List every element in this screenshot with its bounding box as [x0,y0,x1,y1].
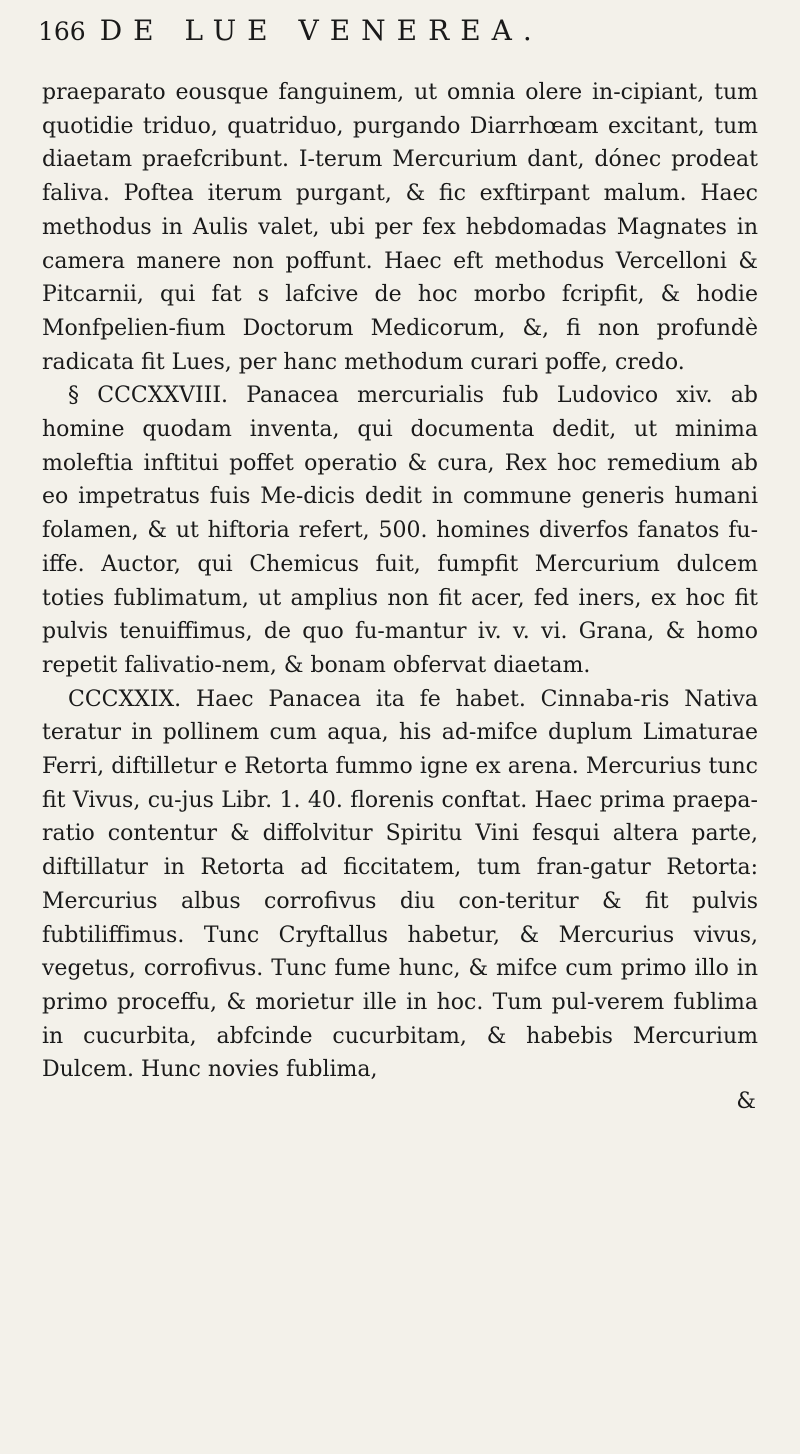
paragraph-3: CCCXXIX. Haec Panacea ita fe habet. Cinnaba-ris Nativa teratur in pollinem cum aqua, his ad-mifce duplum Limaturae Ferri, diftilletur e Retorta fummo igne ex arena. Mercurius tunc fit Vivus, cu-jus Libr. 1. 40. florenis conftat. Haec prima praepa-ratio contentur & diffolvitur Spiritu Vini fesqui altera parte, diftillatur in Retorta ad ficcitatem, tum fran-gatur Retorta: Mercurius albus corrofivus diu con-teritur & fit pulvis fubtiliffimus. Tunc Cryftallus habetur, & Mercurius vivus, vegetus, corrofivus. Tunc fume hunc, & mifce cum primo illo in primo proceffu, & morietur ille in hoc. Tum pul-verem fublima in cucurbita, abfcinde cucurbitam, & habebis Mercurium Dulcem. Hunc novies fublima, [42,686,758,1083]
body-text [42,76,758,1087]
paragraph-1: praeparato eousque fanguinem, ut omnia olere in-cipiant, tum quotidie triduo, quatriduo, purgando Diarrhœam excitant, tum diaetam praefcribunt. I-terum Mercurium dant, dónec prodeat faliva. Poftea iterum purgant, & fic exftirpant malum. Haec methodus in Aulis valet, ubi per fex hebdomadas Magnates in camera manere non poffunt. Haec eft methodus Vercelloni & Pitcarnii, qui fat s lafcive de hoc morbo fcripfit, & hodie Monfpelien-fium Doctorum Medicorum, &, fi non profundè radicata fit Lues, per hanc methodum curari poffe, credo. [42,80,758,375]
paragraph-2: § CCCXXVIII. Panacea mercurialis fub Ludovico xiv. ab homine quodam inventa, qui documenta dedit, ut minima moleftia inftitui poffet operatio & cura, Rex hoc remedium ab eo impetratus fuis Me-dicis dedit in commune generis humani folamen, & ut hiftoria refert, 500. homines diverfos fanatos fu-iffe. Auctor, qui Chemicus fuit, fumpfit Mercurium dulcem toties fublimatum, ut amplius non fit acer, fed iners, ex hoc fit pulvis tenuiffimus, de quo fu-mantur iv. v. vi. Grana, & homo repetit falivatio-nem, & bonam obfervat diaetam. [42,383,758,678]
running-head [38,14,758,70]
catchword: & [736,1089,756,1115]
page-number: 166 [38,17,86,46]
running-title: DE LUE VENEREA. [99,14,543,47]
